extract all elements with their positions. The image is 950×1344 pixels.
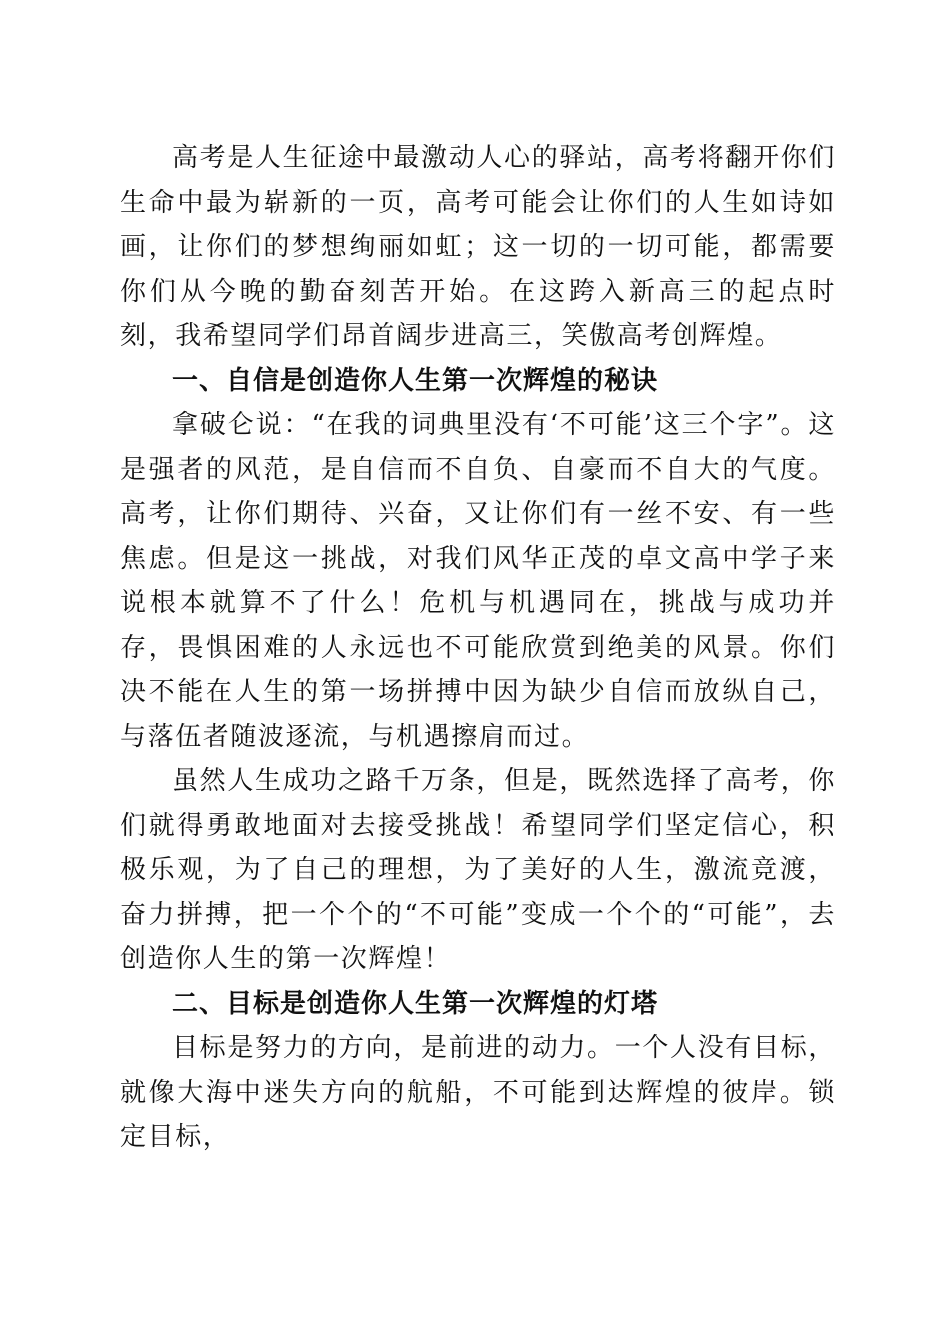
section-1-paragraph-2: 虽然人生成功之路千万条，但是，既然选择了高考，你们就得勇敢地面对去接受挑战！希望同学们坚定信心，积极乐观，为了自己的理想，为了美好的人生，激流竞渡，奋力拼搏，把一个个的“不可能”变成一个个的“可能”，去创造你人生的第一次辉煌！ bbox=[120, 766, 836, 974]
section-2-heading: 二、目标是创造你人生第一次辉煌的灯塔 bbox=[172, 988, 659, 1019]
section-2-paragraph-1: 目标是努力的方向，是前进的动力。一个人没有目标，就像大海中迷失方向的航船，不可能到达辉煌的彼岸。锁定目标， bbox=[120, 1033, 836, 1152]
intro-paragraph: 高考是人生征途中最激动人心的驿站，高考将翻开你们生命中最为崭新的一页，高考可能会让你们的人生如诗如画，让你们的梦想绚丽如虹；这一切的一切可能，都需要你们从今晚的勤奋刻苦开始。在这跨入新高三的起点时刻，我希望同学们昂首阔步进高三，笑傲高考创辉煌。 bbox=[120, 143, 836, 351]
section-1-paragraph-1: 拿破仑说：“在我的词典里没有‘不可能’这三个字”。这是强者的风范，是自信而不自负、自豪而不自大的气度。高考，让你们期待、兴奋，又让你们有一丝不安、有一些焦虑。但是这一挑战，对我们风华正茂的卓文高中学子来说根本就算不了什么！危机与机遇同在，挑战与成功并存，畏惧困难的人永远也不可能欣赏到绝美的风景。你们决不能在人生的第一场拼搏中因为缺少自信而放纵自己，与落伍者随波逐流，与机遇擦肩而过。 bbox=[120, 410, 836, 752]
document-page bbox=[120, 136, 836, 1160]
section-1-heading: 一、自信是创造你人生第一次辉煌的秘诀 bbox=[172, 365, 659, 396]
